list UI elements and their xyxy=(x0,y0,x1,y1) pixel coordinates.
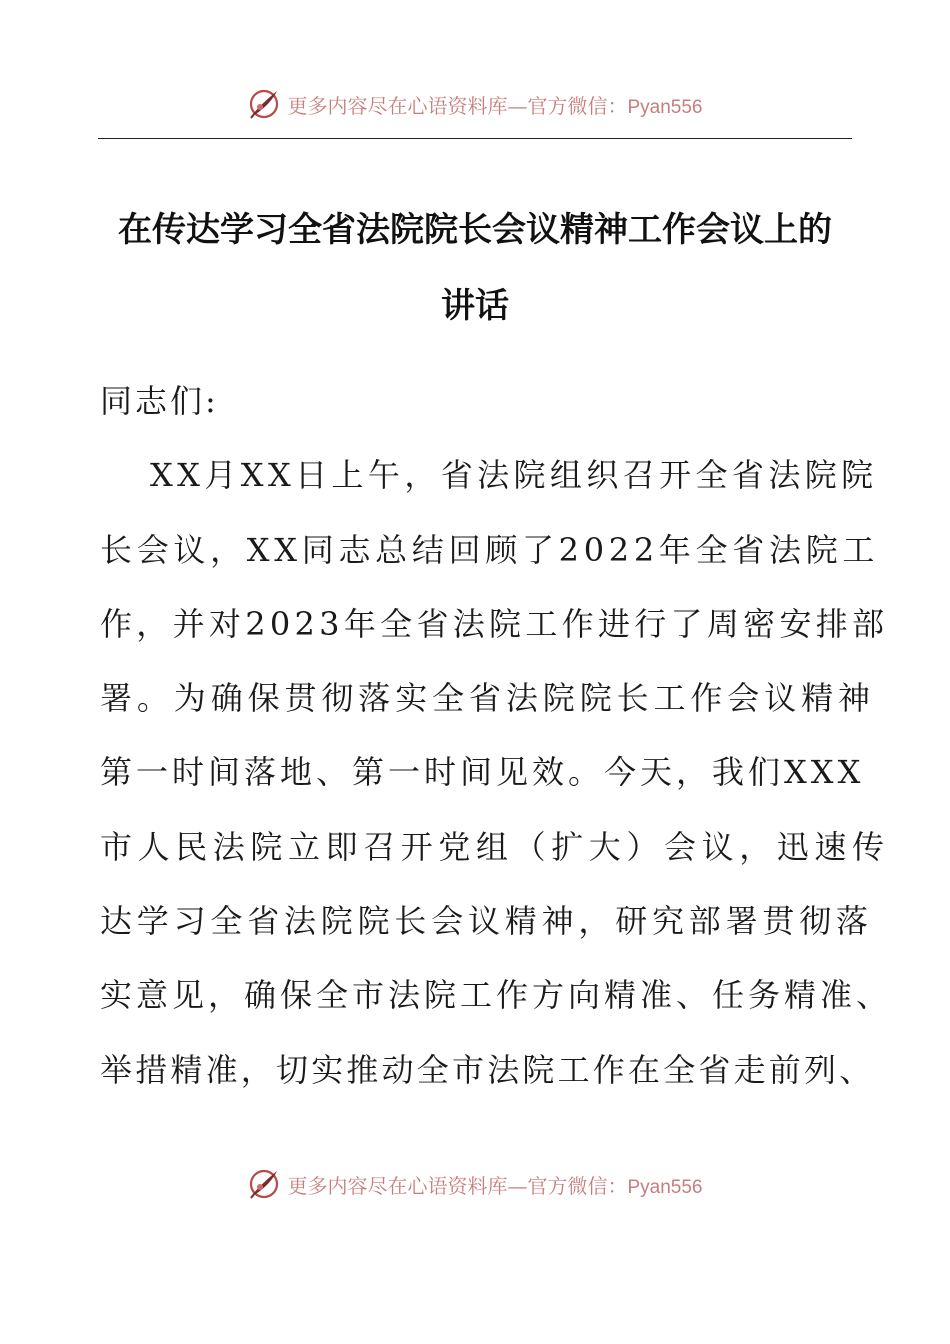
body-line: 举措精准，切实推动全市法院工作在全省走前列、 xyxy=(100,1050,875,1089)
watermark-text xyxy=(287,1170,702,1199)
body-line: 达学习全省法院院长会议精神，研究部署贯彻落 xyxy=(100,902,873,941)
body-line: 市人民法院立即召开党组（扩大）会议，迅速传 xyxy=(100,827,890,866)
watermark-label: 更多内容尽在心语资料库—官方微信： xyxy=(287,1173,628,1198)
body-line: 实意见，确保全市法院工作方向精准、任务精准、 xyxy=(100,976,893,1015)
body-line: XX月XX日上午，省法院组织召开全省法院院 xyxy=(150,456,878,495)
title-line-2: 讲话 xyxy=(441,286,509,326)
header-watermark xyxy=(0,84,950,124)
title-line-1: 在传达学习全省法院院长会议精神工作会议上的 xyxy=(118,210,832,250)
watermark-text xyxy=(287,90,702,119)
document-title xyxy=(98,192,852,344)
body-line: 作，并对2023年全省法院工作进行了周密安排部 xyxy=(100,604,889,643)
document-body xyxy=(100,364,893,1107)
body-line: 长会议，XX同志总结回顾了2022年全省法院工 xyxy=(100,530,880,569)
body-line: 署。为确保贯彻落实全省法院院长工作会议精神 xyxy=(100,679,875,718)
body-line: 第一时间落地、第一时间见效。今天，我们XXX xyxy=(100,753,865,792)
footer-watermark xyxy=(0,1164,950,1204)
quill-seal-icon xyxy=(247,1167,281,1201)
header-divider xyxy=(98,138,852,139)
quill-seal-icon xyxy=(247,87,281,121)
salutation: 同志们: xyxy=(100,382,219,420)
watermark-account: Pyan556 xyxy=(627,1176,703,1198)
watermark-account: Pyan556 xyxy=(627,96,703,118)
watermark-label: 更多内容尽在心语资料库—官方微信： xyxy=(287,93,628,118)
